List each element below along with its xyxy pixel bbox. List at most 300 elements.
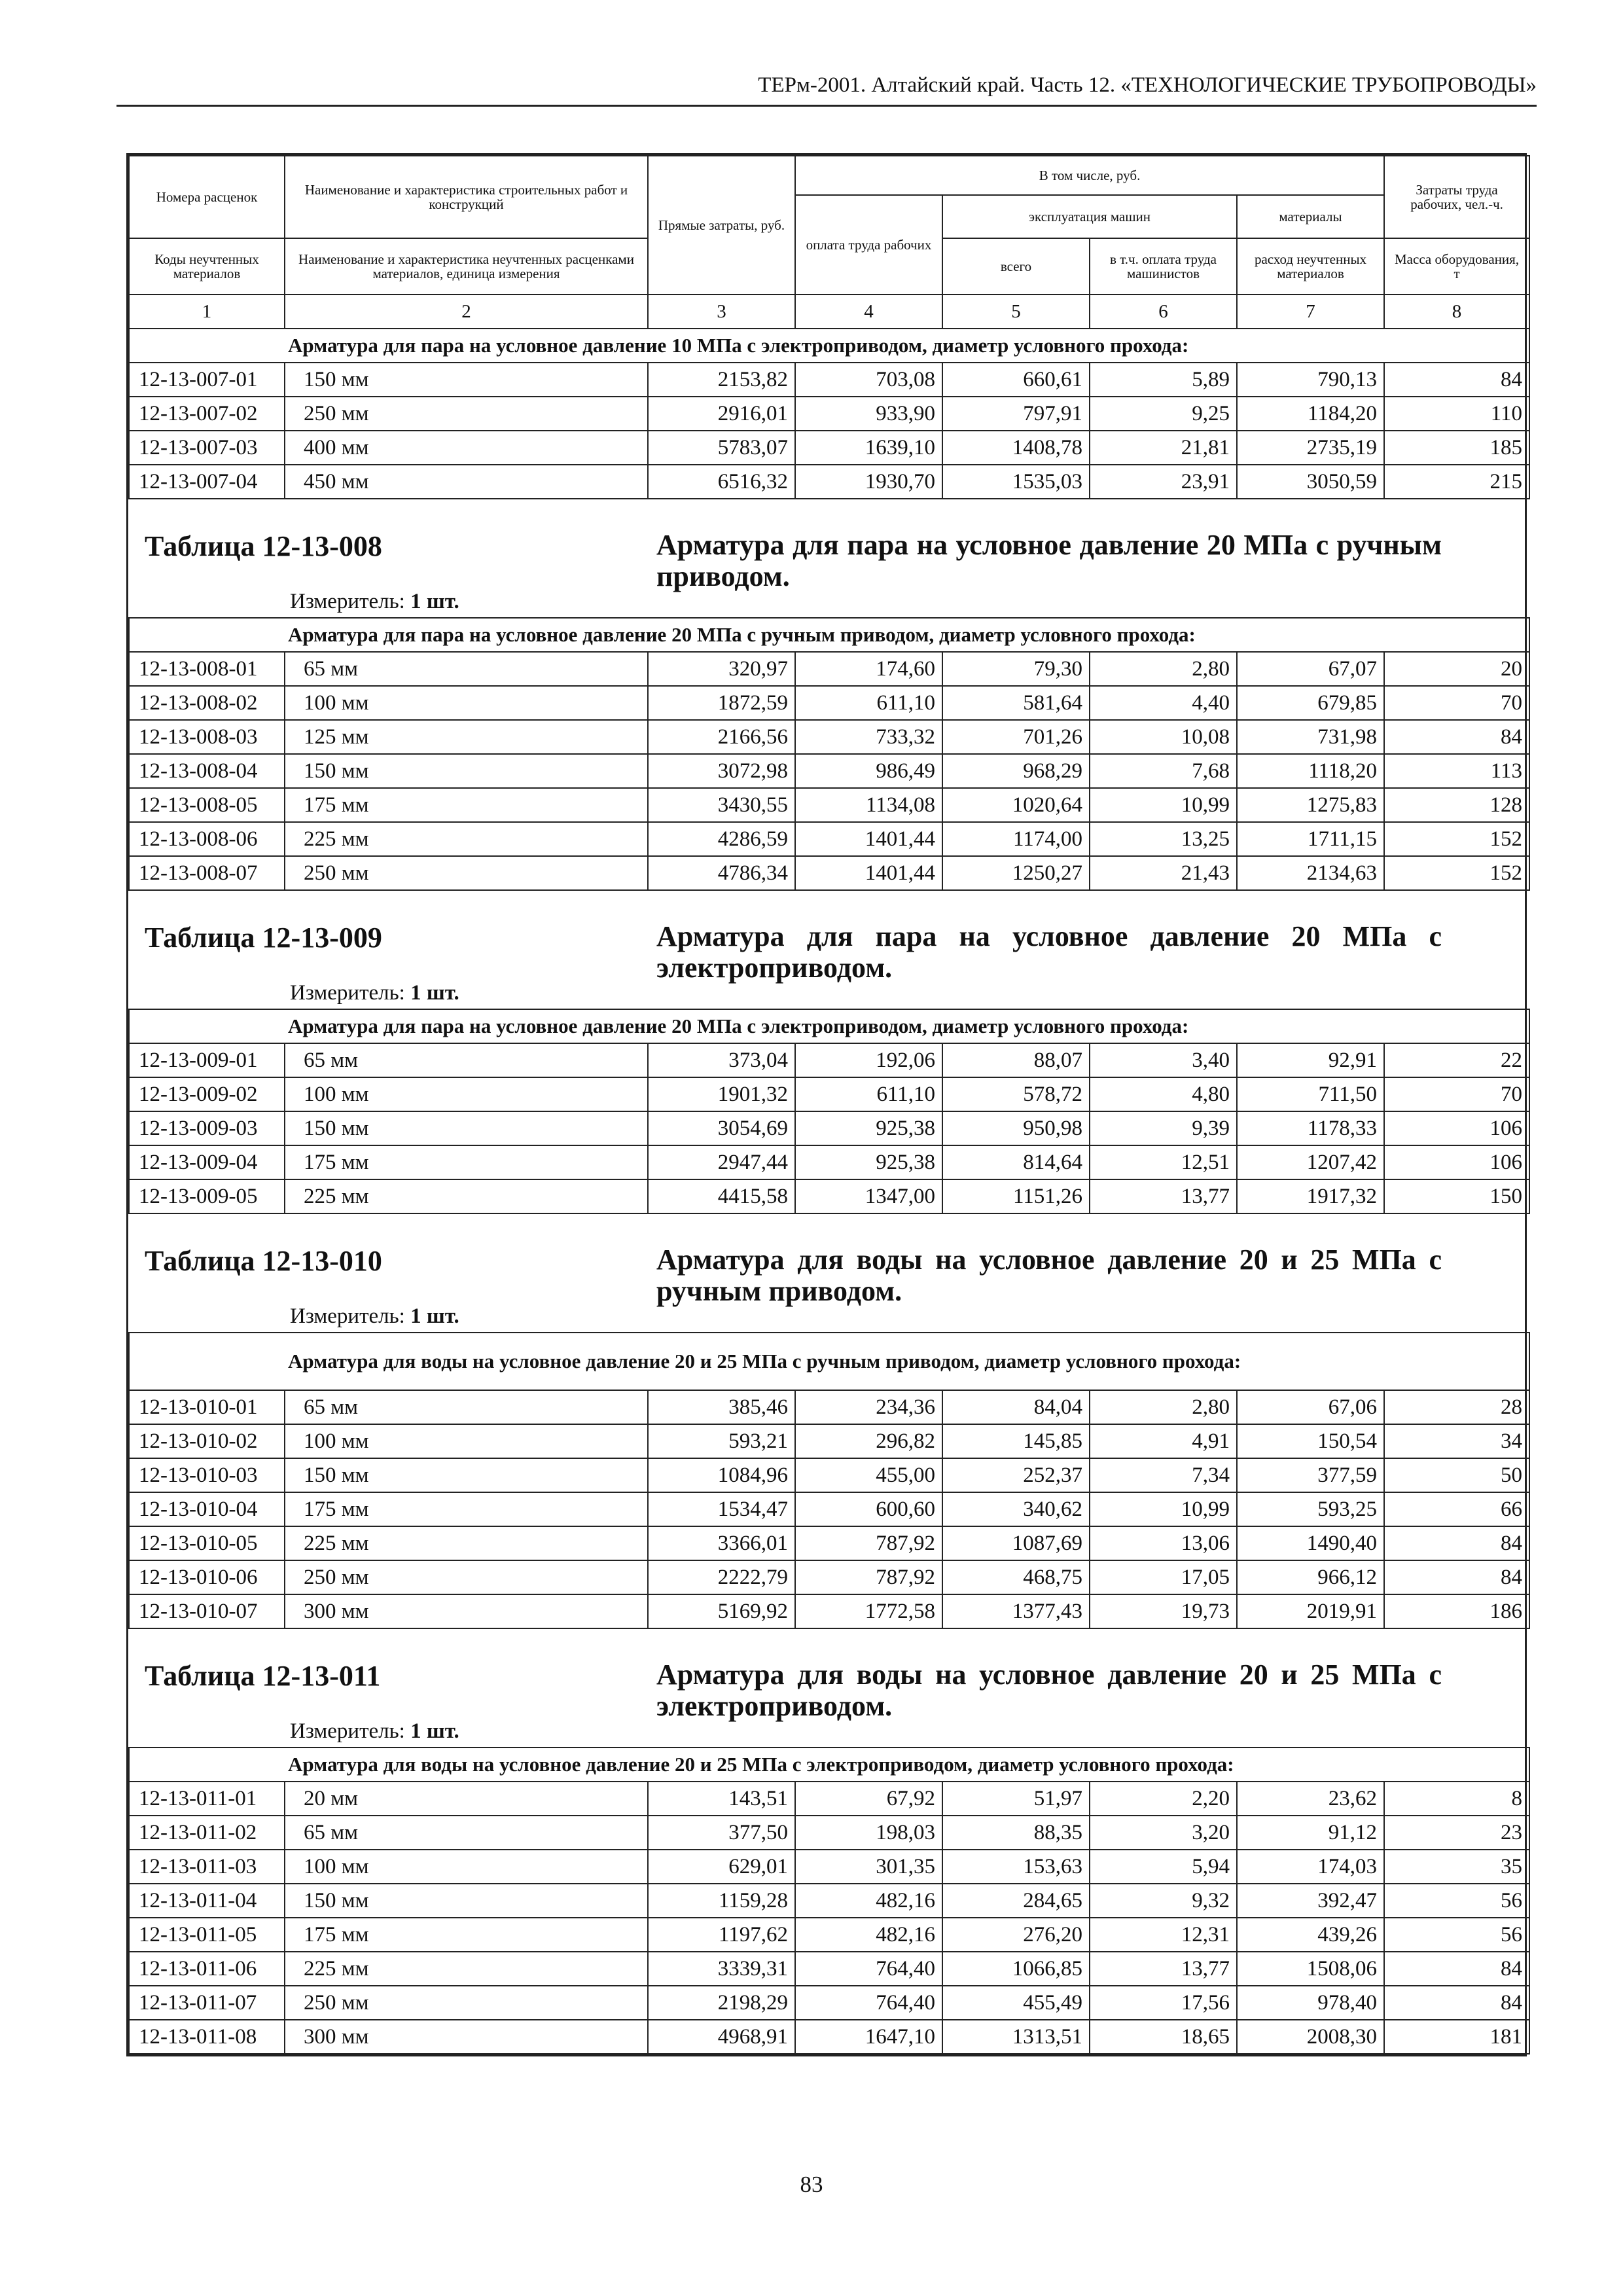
value-cell: 925,38: [795, 1145, 942, 1179]
value-cell: 787,92: [795, 1560, 942, 1594]
value-cell: 593,25: [1237, 1492, 1384, 1526]
value-cell: 950,98: [942, 1111, 1090, 1145]
col-header-machines: эксплуатация машин: [942, 195, 1237, 238]
measure-value: 1 шт.: [410, 981, 459, 1005]
table-heading-inner: [129, 499, 1529, 617]
value-cell: 3430,55: [648, 788, 795, 822]
table-row: [129, 686, 1529, 720]
item-name-cell: 175 мм: [285, 1492, 648, 1526]
item-name-cell: 150 мм: [285, 754, 648, 788]
table-row: [129, 788, 1529, 822]
rate-code-cell: 12-13-007-03: [129, 431, 285, 465]
value-cell: 70: [1384, 1077, 1529, 1111]
rate-code-cell: 12-13-007-04: [129, 465, 285, 499]
table-row: [129, 1179, 1529, 1213]
value-cell: 340,62: [942, 1492, 1090, 1526]
value-cell: 1930,70: [795, 465, 942, 499]
value-cell: 51,97: [942, 1782, 1090, 1816]
value-cell: 392,47: [1237, 1884, 1384, 1918]
running-header: ТЕРм-2001. Алтайский край. Часть 12. «ТЕХНОЛОГИЧЕСКИЕ ТРУБОПРОВОДЫ»: [116, 73, 1537, 107]
column-numbers-row: [129, 295, 1529, 329]
value-cell: 113: [1384, 754, 1529, 788]
table-number: Таблица 12-13-009: [145, 922, 382, 954]
value-cell: 2735,19: [1237, 431, 1384, 465]
value-cell: 968,29: [942, 754, 1090, 788]
value-cell: 20: [1384, 652, 1529, 686]
value-cell: 1347,00: [795, 1179, 942, 1213]
item-name-cell: 250 мм: [285, 397, 648, 431]
value-cell: 320,97: [648, 652, 795, 686]
table-row: [129, 1952, 1529, 1986]
value-cell: 611,10: [795, 1077, 942, 1111]
table-row: [129, 1816, 1529, 1850]
section-subtitle: Арматура для воды на условное давление 20 и 25 МПа с электроприводом, диаметр условного прохода:: [129, 1748, 1529, 1782]
value-cell: 679,85: [1237, 686, 1384, 720]
value-cell: 185: [1384, 431, 1529, 465]
rate-code-cell: 12-13-011-02: [129, 1816, 285, 1850]
value-cell: 1639,10: [795, 431, 942, 465]
value-cell: 986,49: [795, 754, 942, 788]
value-cell: 70: [1384, 686, 1529, 720]
value-cell: 276,20: [942, 1918, 1090, 1952]
rate-code-cell: 12-13-011-06: [129, 1952, 285, 1986]
rate-code-cell: 12-13-011-04: [129, 1884, 285, 1918]
measure-unit: [290, 1719, 459, 1744]
measure-label: Измеритель:: [290, 1719, 405, 1743]
value-cell: 2916,01: [648, 397, 795, 431]
table-row: [129, 1782, 1529, 1816]
value-cell: 21,81: [1090, 431, 1237, 465]
col-header-machines-total: всего: [942, 238, 1090, 295]
value-cell: 5783,07: [648, 431, 795, 465]
table-row: [129, 1145, 1529, 1179]
value-cell: 4786,34: [648, 856, 795, 890]
rate-code-cell: 12-13-011-07: [129, 1986, 285, 2020]
value-cell: 9,39: [1090, 1111, 1237, 1145]
value-cell: 1197,62: [648, 1918, 795, 1952]
value-cell: 701,26: [942, 720, 1090, 754]
table-heading: [129, 890, 1529, 1009]
value-cell: 12,51: [1090, 1145, 1237, 1179]
item-name-cell: 65 мм: [285, 1390, 648, 1424]
table-row: [129, 2020, 1529, 2054]
value-cell: 1490,40: [1237, 1526, 1384, 1560]
table-caption: Арматура для пара на условное давление 20 МПа с электроприводом.: [656, 920, 1442, 984]
item-name-cell: 65 мм: [285, 1043, 648, 1077]
table-row: [129, 1594, 1529, 1628]
table-row: [129, 754, 1529, 788]
value-cell: 143,51: [648, 1782, 795, 1816]
value-cell: 4286,59: [648, 822, 795, 856]
item-name-cell: 150 мм: [285, 1111, 648, 1145]
value-cell: 284,65: [942, 1884, 1090, 1918]
section-subtitle-row: [129, 618, 1529, 652]
col-header-material-names: Наименование и характеристика неучтенных расценками материалов, единица измерения: [285, 238, 648, 295]
col-header-rate-number: Номера расценок: [129, 156, 285, 238]
value-cell: 1401,44: [795, 822, 942, 856]
table-row: [129, 1560, 1529, 1594]
rate-code-cell: 12-13-007-02: [129, 397, 285, 431]
value-cell: 181: [1384, 2020, 1529, 2054]
page-number: 83: [800, 2172, 823, 2197]
rate-code-cell: 12-13-009-04: [129, 1145, 285, 1179]
value-cell: 5,94: [1090, 1850, 1237, 1884]
value-cell: 174,60: [795, 652, 942, 686]
value-cell: 128: [1384, 788, 1529, 822]
table-heading: [129, 499, 1529, 618]
value-cell: 1535,03: [942, 465, 1090, 499]
value-cell: 67,07: [1237, 652, 1384, 686]
value-cell: 1377,43: [942, 1594, 1090, 1628]
value-cell: 23: [1384, 1816, 1529, 1850]
section-subtitle-row: [129, 1009, 1529, 1043]
value-cell: 174,03: [1237, 1850, 1384, 1884]
table-row: [129, 363, 1529, 397]
value-cell: 1174,00: [942, 822, 1090, 856]
table-row: [129, 1526, 1529, 1560]
value-cell: 10,08: [1090, 720, 1237, 754]
value-cell: 186: [1384, 1594, 1529, 1628]
value-cell: 2166,56: [648, 720, 795, 754]
item-name-cell: 150 мм: [285, 1458, 648, 1492]
value-cell: 198,03: [795, 1816, 942, 1850]
rate-code-cell: 12-13-011-08: [129, 2020, 285, 2054]
item-name-cell: 100 мм: [285, 1850, 648, 1884]
rate-code-cell: 12-13-008-02: [129, 686, 285, 720]
rates-sheet: [126, 153, 1527, 2056]
value-cell: 7,34: [1090, 1458, 1237, 1492]
measure-unit: [290, 590, 459, 614]
value-cell: 1178,33: [1237, 1111, 1384, 1145]
value-cell: 18,65: [1090, 2020, 1237, 2054]
value-cell: 17,56: [1090, 1986, 1237, 2020]
section-subtitle: Арматура для пара на условное давление 20 МПа с ручным приводом, диаметр условного прохода:: [129, 618, 1529, 652]
value-cell: 377,59: [1237, 1458, 1384, 1492]
item-name-cell: 300 мм: [285, 1594, 648, 1628]
column-number: 5: [942, 295, 1090, 329]
value-cell: 8: [1384, 1782, 1529, 1816]
measure-value: 1 шт.: [410, 1719, 459, 1743]
value-cell: 455,49: [942, 1986, 1090, 2020]
value-cell: 84,04: [942, 1390, 1090, 1424]
value-cell: 67,06: [1237, 1390, 1384, 1424]
value-cell: 145,85: [942, 1424, 1090, 1458]
value-cell: 578,72: [942, 1077, 1090, 1111]
value-cell: 84: [1384, 1560, 1529, 1594]
value-cell: 3050,59: [1237, 465, 1384, 499]
value-cell: 13,77: [1090, 1952, 1237, 1986]
table-heading-inner: [129, 1214, 1529, 1332]
value-cell: 2198,29: [648, 1986, 795, 2020]
column-number: 6: [1090, 295, 1237, 329]
value-cell: 703,08: [795, 363, 942, 397]
value-cell: 1084,96: [648, 1458, 795, 1492]
value-cell: 21,43: [1090, 856, 1237, 890]
value-cell: 2153,82: [648, 363, 795, 397]
measure-label: Измеритель:: [290, 981, 405, 1005]
value-cell: 3,40: [1090, 1043, 1237, 1077]
rate-code-cell: 12-13-011-01: [129, 1782, 285, 1816]
section-subtitle: Арматура для пара на условное давление 20 МПа с электроприводом, диаметр условного прохода:: [129, 1009, 1529, 1043]
value-cell: 84: [1384, 1526, 1529, 1560]
rate-code-cell: 12-13-009-03: [129, 1111, 285, 1145]
rates-table: [128, 155, 1530, 2054]
item-name-cell: 100 мм: [285, 1424, 648, 1458]
table-caption: Арматура для воды на условное давление 20 и 25 МПа с электроприводом.: [656, 1659, 1442, 1723]
item-name-cell: 300 мм: [285, 2020, 648, 2054]
table-row: [129, 1918, 1529, 1952]
value-cell: 1184,20: [1237, 397, 1384, 431]
value-cell: 252,37: [942, 1458, 1090, 1492]
col-header-materials: материалы: [1237, 195, 1384, 238]
value-cell: 67,92: [795, 1782, 942, 1816]
table-heading: [129, 1213, 1529, 1333]
value-cell: 1401,44: [795, 856, 942, 890]
value-cell: 4415,58: [648, 1179, 795, 1213]
value-cell: 764,40: [795, 1952, 942, 1986]
item-name-cell: 250 мм: [285, 856, 648, 890]
value-cell: 1711,15: [1237, 822, 1384, 856]
rate-code-cell: 12-13-010-04: [129, 1492, 285, 1526]
table-row: [129, 431, 1529, 465]
table-heading: [129, 1628, 1529, 1748]
col-header-operator-pay: в т.ч. оплата труда машинистов: [1090, 238, 1237, 295]
value-cell: 2,20: [1090, 1782, 1237, 1816]
rate-code-cell: 12-13-011-05: [129, 1918, 285, 1952]
table-number: Таблица 12-13-010: [145, 1245, 382, 1277]
rate-code-cell: 12-13-009-02: [129, 1077, 285, 1111]
rate-code-cell: 12-13-009-01: [129, 1043, 285, 1077]
rate-code-cell: 12-13-011-03: [129, 1850, 285, 1884]
table-row: [129, 822, 1529, 856]
table-number: Таблица 12-13-011: [145, 1660, 381, 1692]
value-cell: 4,91: [1090, 1424, 1237, 1458]
value-cell: 106: [1384, 1111, 1529, 1145]
value-cell: 2222,79: [648, 1560, 795, 1594]
item-name-cell: 225 мм: [285, 822, 648, 856]
col-header-including: В том числе, руб.: [795, 156, 1384, 195]
value-cell: 600,60: [795, 1492, 942, 1526]
value-cell: 106: [1384, 1145, 1529, 1179]
column-number: 2: [285, 295, 648, 329]
value-cell: 966,12: [1237, 1560, 1384, 1594]
value-cell: 2947,44: [648, 1145, 795, 1179]
table-row: [129, 1850, 1529, 1884]
table-row: [129, 1458, 1529, 1492]
value-cell: 150: [1384, 1179, 1529, 1213]
table-caption: Арматура для воды на условное давление 20 и 25 МПа с ручным приводом.: [656, 1244, 1442, 1308]
value-cell: 1872,59: [648, 686, 795, 720]
item-name-cell: 65 мм: [285, 1816, 648, 1850]
value-cell: 1250,27: [942, 856, 1090, 890]
section-subtitle-row: [129, 329, 1529, 363]
value-cell: 3339,31: [648, 1952, 795, 1986]
rate-code-cell: 12-13-010-06: [129, 1560, 285, 1594]
value-cell: 23,91: [1090, 465, 1237, 499]
item-name-cell: 150 мм: [285, 1884, 648, 1918]
table-heading-row: [129, 890, 1529, 1009]
value-cell: 110: [1384, 397, 1529, 431]
col-header-equipment-mass: Масса оборудования, т: [1384, 238, 1529, 295]
value-cell: 581,64: [942, 686, 1090, 720]
item-name-cell: 225 мм: [285, 1526, 648, 1560]
value-cell: 711,50: [1237, 1077, 1384, 1111]
value-cell: 733,32: [795, 720, 942, 754]
value-cell: 377,50: [648, 1816, 795, 1850]
value-cell: 482,16: [795, 1918, 942, 1952]
rate-code-cell: 12-13-008-07: [129, 856, 285, 890]
value-cell: 50: [1384, 1458, 1529, 1492]
value-cell: 4,40: [1090, 686, 1237, 720]
table-row: [129, 1390, 1529, 1424]
item-name-cell: 450 мм: [285, 465, 648, 499]
value-cell: 234,36: [795, 1390, 942, 1424]
table-row: [129, 652, 1529, 686]
value-cell: 56: [1384, 1884, 1529, 1918]
table-row: [129, 1077, 1529, 1111]
item-name-cell: 400 мм: [285, 431, 648, 465]
item-name-cell: 225 мм: [285, 1952, 648, 1986]
item-name-cell: 100 мм: [285, 686, 648, 720]
rate-code-cell: 12-13-007-01: [129, 363, 285, 397]
table-row: [129, 1492, 1529, 1526]
value-cell: 660,61: [942, 363, 1090, 397]
table-heading-inner: [129, 891, 1529, 1009]
value-cell: 1087,69: [942, 1526, 1090, 1560]
measure-value: 1 шт.: [410, 590, 459, 613]
table-row: [129, 1884, 1529, 1918]
item-name-cell: 250 мм: [285, 1560, 648, 1594]
value-cell: 23,62: [1237, 1782, 1384, 1816]
value-cell: 5,89: [1090, 363, 1237, 397]
table-heading-row: [129, 1628, 1529, 1748]
value-cell: 1118,20: [1237, 754, 1384, 788]
table-row: [129, 1043, 1529, 1077]
table-heading-inner: [129, 1629, 1529, 1747]
value-cell: 10,99: [1090, 788, 1237, 822]
value-cell: 439,26: [1237, 1918, 1384, 1952]
value-cell: 12,31: [1090, 1918, 1237, 1952]
table-row: [129, 1424, 1529, 1458]
value-cell: 1508,06: [1237, 1952, 1384, 1986]
table-caption: Арматура для пара на условное давление 20 МПа с ручным приводом.: [656, 529, 1442, 593]
value-cell: 629,01: [648, 1850, 795, 1884]
item-name-cell: 65 мм: [285, 652, 648, 686]
value-cell: 1772,58: [795, 1594, 942, 1628]
value-cell: 35: [1384, 1850, 1529, 1884]
value-cell: 22: [1384, 1043, 1529, 1077]
value-cell: 1066,85: [942, 1952, 1090, 1986]
value-cell: 152: [1384, 856, 1529, 890]
value-cell: 17,05: [1090, 1560, 1237, 1594]
column-number: 4: [795, 295, 942, 329]
value-cell: 3054,69: [648, 1111, 795, 1145]
value-cell: 797,91: [942, 397, 1090, 431]
value-cell: 1134,08: [795, 788, 942, 822]
column-number: 1: [129, 295, 285, 329]
value-cell: 593,21: [648, 1424, 795, 1458]
rate-code-cell: 12-13-010-01: [129, 1390, 285, 1424]
item-name-cell: 125 мм: [285, 720, 648, 754]
table-row: [129, 397, 1529, 431]
value-cell: 925,38: [795, 1111, 942, 1145]
value-cell: 1207,42: [1237, 1145, 1384, 1179]
value-cell: 9,32: [1090, 1884, 1237, 1918]
value-cell: 91,12: [1237, 1816, 1384, 1850]
item-name-cell: 175 мм: [285, 1145, 648, 1179]
value-cell: 13,77: [1090, 1179, 1237, 1213]
section-subtitle-row: [129, 1333, 1529, 1390]
table-row: [129, 856, 1529, 890]
rate-code-cell: 12-13-008-03: [129, 720, 285, 754]
value-cell: 933,90: [795, 397, 942, 431]
value-cell: 1020,64: [942, 788, 1090, 822]
rate-code-cell: 12-13-008-06: [129, 822, 285, 856]
value-cell: 13,25: [1090, 822, 1237, 856]
table-row: [129, 720, 1529, 754]
value-cell: 611,10: [795, 686, 942, 720]
value-cell: 1408,78: [942, 431, 1090, 465]
value-cell: 92,91: [1237, 1043, 1384, 1077]
value-cell: 1151,26: [942, 1179, 1090, 1213]
item-name-cell: 100 мм: [285, 1077, 648, 1111]
value-cell: 4968,91: [648, 2020, 795, 2054]
value-cell: 10,99: [1090, 1492, 1237, 1526]
item-name-cell: 175 мм: [285, 1918, 648, 1952]
value-cell: 88,35: [942, 1816, 1090, 1850]
value-cell: 84: [1384, 720, 1529, 754]
value-cell: 66: [1384, 1492, 1529, 1526]
item-name-cell: 250 мм: [285, 1986, 648, 2020]
value-cell: 373,04: [648, 1043, 795, 1077]
value-cell: 301,35: [795, 1850, 942, 1884]
col-header-work-name: Наименование и характеристика строительных работ и конструкций: [285, 156, 648, 238]
value-cell: 814,64: [942, 1145, 1090, 1179]
value-cell: 7,68: [1090, 754, 1237, 788]
value-cell: 2008,30: [1237, 2020, 1384, 2054]
value-cell: 152: [1384, 822, 1529, 856]
value-cell: 153,63: [942, 1850, 1090, 1884]
value-cell: 56: [1384, 1918, 1529, 1952]
value-cell: 1313,51: [942, 2020, 1090, 2054]
measure-label: Измеритель:: [290, 1304, 405, 1328]
value-cell: 1917,32: [1237, 1179, 1384, 1213]
col-header-material-consumption: расход неучтенных материалов: [1237, 238, 1384, 295]
rate-code-cell: 12-13-008-04: [129, 754, 285, 788]
column-number: 8: [1384, 295, 1529, 329]
value-cell: 385,46: [648, 1390, 795, 1424]
col-header-direct-costs: Прямые затраты, руб.: [648, 156, 795, 295]
value-cell: 84: [1384, 1952, 1529, 1986]
value-cell: 455,00: [795, 1458, 942, 1492]
table-body: [129, 156, 1529, 2054]
measure-value: 1 шт.: [410, 1304, 459, 1328]
value-cell: 79,30: [942, 652, 1090, 686]
value-cell: 4,80: [1090, 1077, 1237, 1111]
value-cell: 215: [1384, 465, 1529, 499]
table-row: [129, 465, 1529, 499]
column-number: 3: [648, 295, 795, 329]
table-heading-row: [129, 1213, 1529, 1333]
value-cell: 1647,10: [795, 2020, 942, 2054]
value-cell: 978,40: [1237, 1986, 1384, 2020]
measure-label: Измеритель:: [290, 590, 405, 613]
column-number: 7: [1237, 295, 1384, 329]
value-cell: 1901,32: [648, 1077, 795, 1111]
table-row: [129, 1111, 1529, 1145]
col-header-labor-costs: Затраты труда рабочих, чел.-ч.: [1384, 156, 1529, 238]
rate-code-cell: 12-13-009-05: [129, 1179, 285, 1213]
